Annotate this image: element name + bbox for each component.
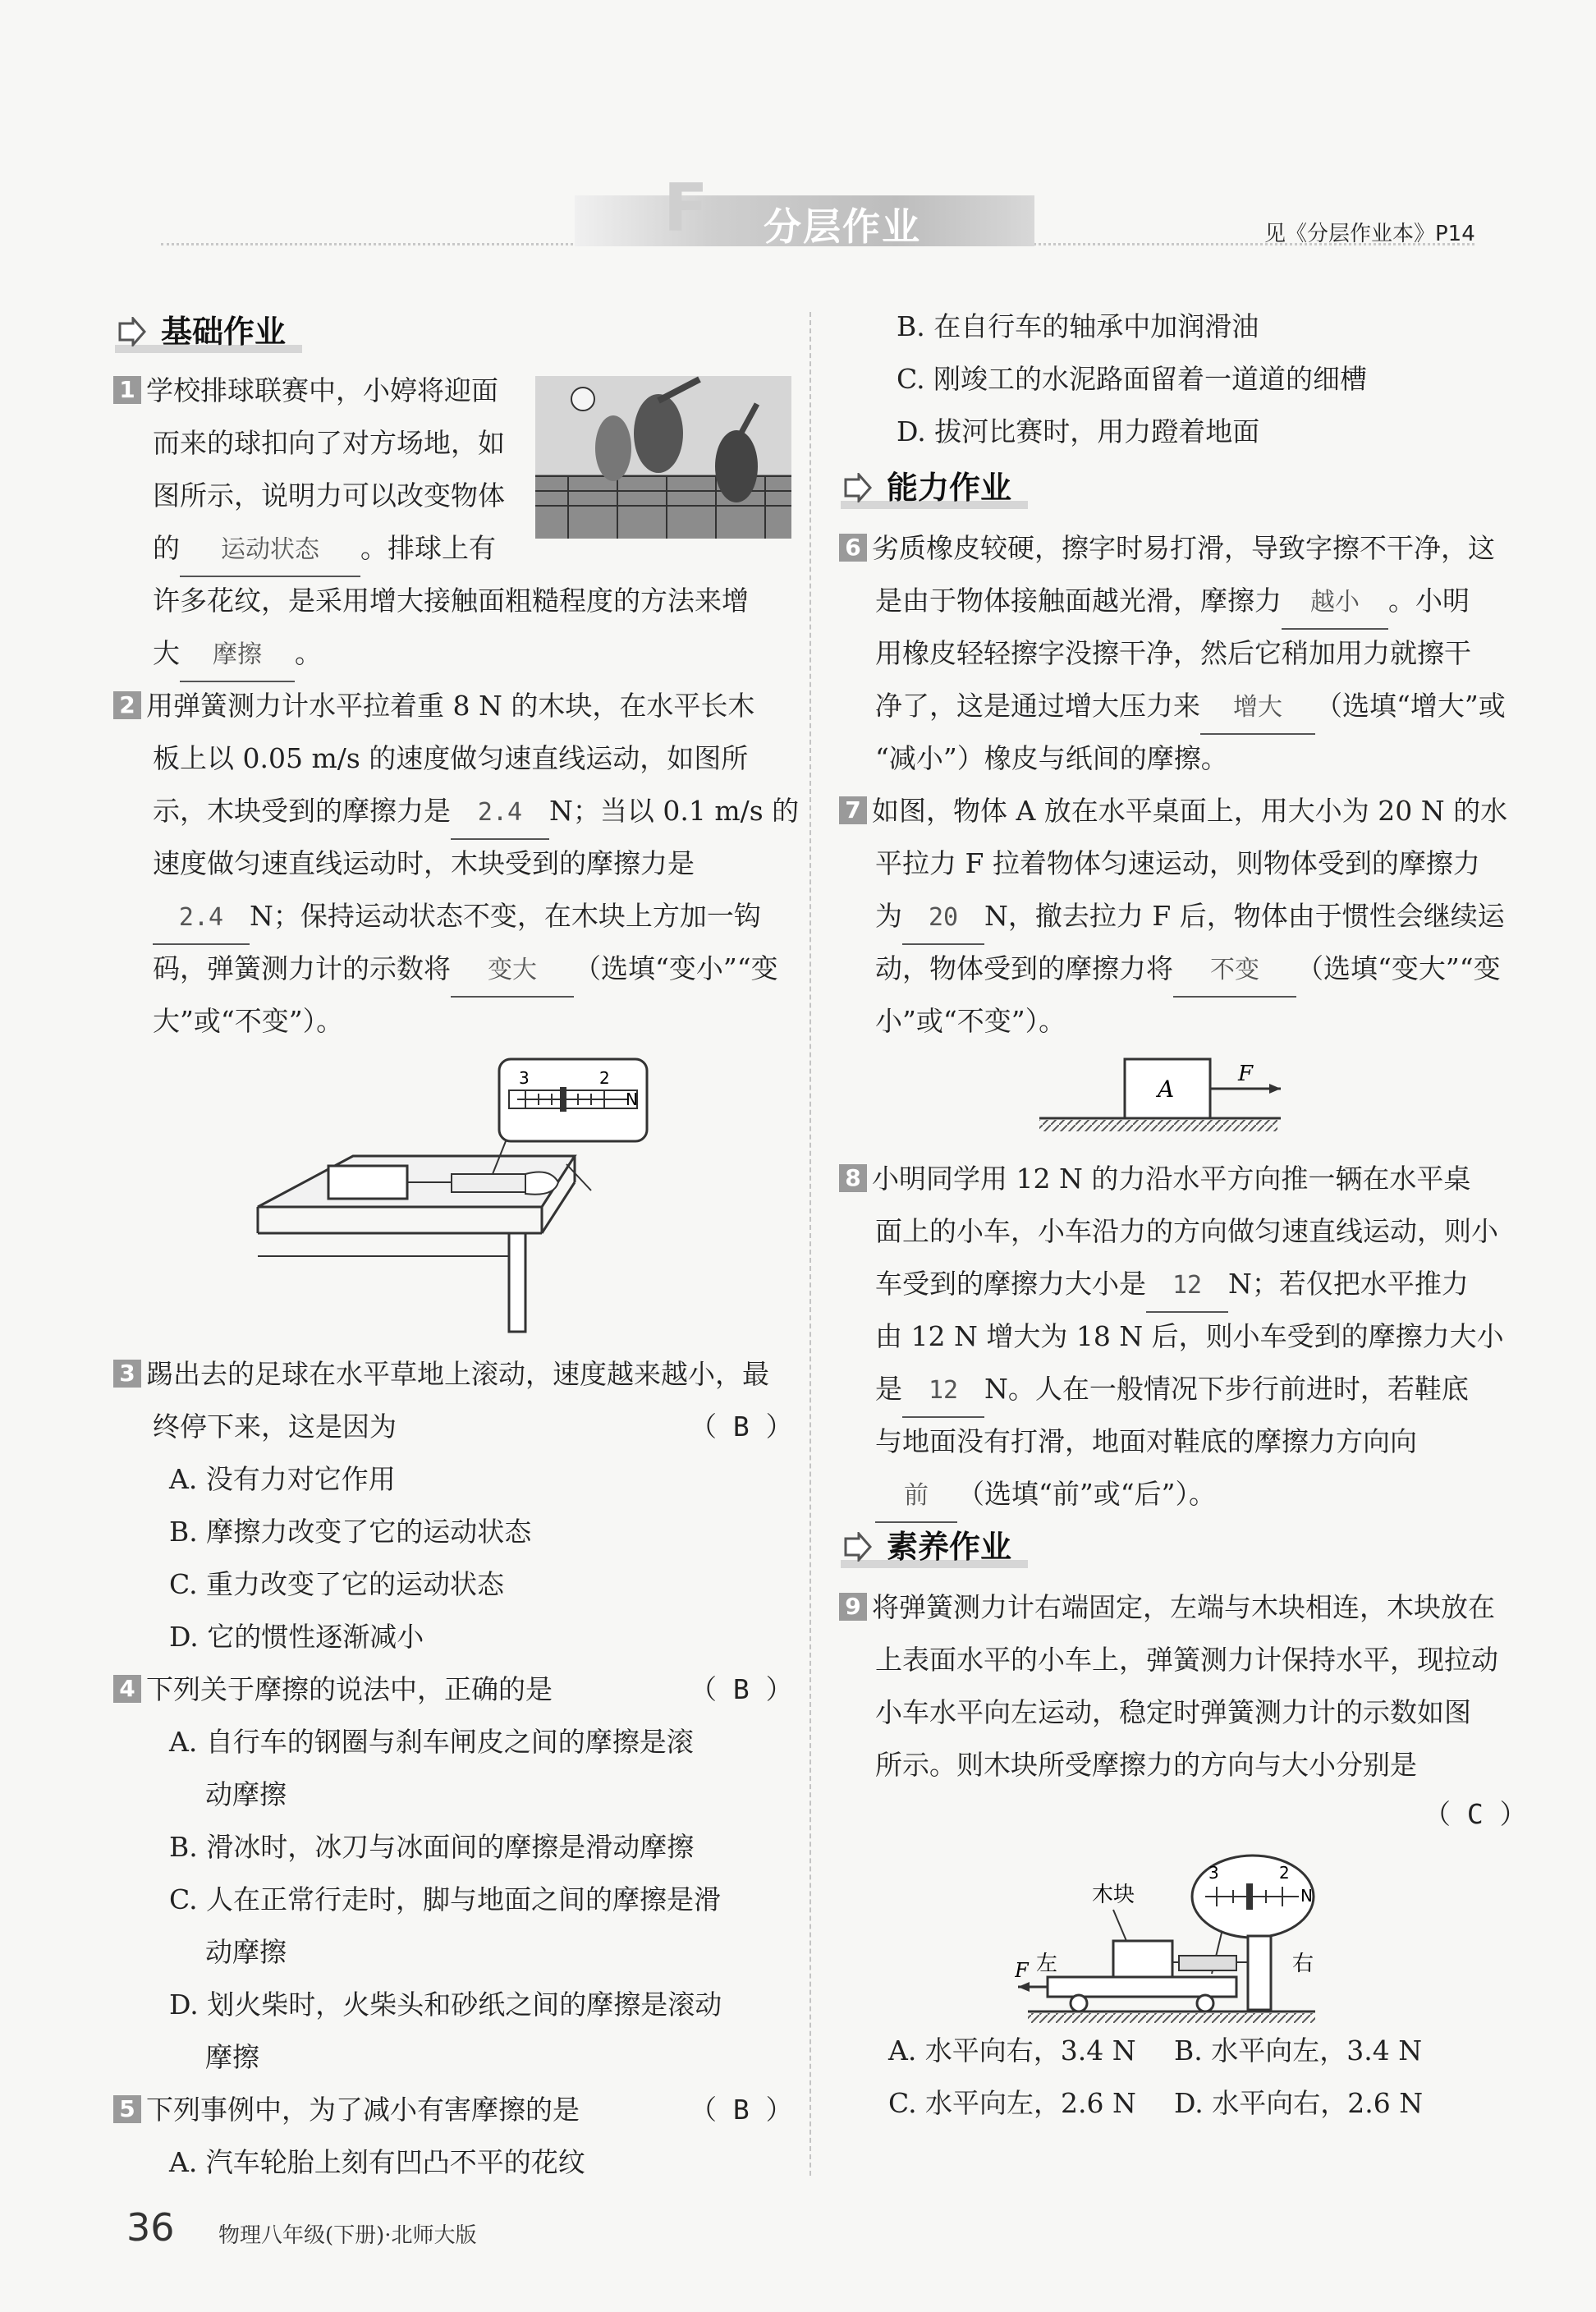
column-divider [809,312,811,2176]
q2-line3: 示，木块受到的摩擦力是 2.4 N；当以 0.1 m/s 的 [153,785,799,840]
answer-blank: 12 [902,1365,984,1418]
question-number: 7 [839,796,867,824]
q4-stem: 4 下列关于摩擦的说法中，正确的是 [113,1663,553,1715]
q3-option-c: C. 重力改变了它的运动状态 [169,1568,505,1600]
q1-line1: 1 学校排球联赛中，小婷将迎面 [113,365,498,416]
section-title-text: 能力作业 [887,470,1012,506]
q7-line1: 7 如图，物体 A 放在水平桌面上，用大小为 20 N 的水 [839,785,1507,837]
answer-blank: 12 [1146,1259,1228,1313]
dial-label-3: 3 [519,1068,530,1088]
q3-line2: 终停下来，这是因为 [153,1411,397,1443]
q3-answer: （ B ） [690,1411,793,1443]
right-label: 右 [1292,1952,1314,1976]
q3-option-d: D. 它的惯性逐渐减小 [169,1621,424,1653]
dial-label-2: 2 [599,1068,610,1088]
q2-line7: 大”或“不变”）。 [153,1005,344,1037]
answer-blank: 前 [875,1470,957,1523]
q1-line4: 的 运动状态 。排球上有 [153,522,496,577]
q7-figure [1034,1051,1281,1141]
q4-line: A. 自行车的钢圈与刹车闸皮之间的摩擦是滚 [169,1726,694,1758]
question-number: 6 [839,534,867,562]
arrow-icon [115,317,148,346]
answer-blank: 2.4 [451,787,549,840]
force-label: F [1015,1959,1029,1982]
q5-stem: 5 下列事例中，为了减小有害摩擦的是 [113,2084,580,2135]
left-label: 左 [1036,1952,1058,1976]
q9-line4: 所示。则木块所受摩擦力的方向与大小分别是 [875,1749,1417,1781]
q9-line2: 上表面水平的小车上，弹簧测力计保持水平，现拉动 [875,1644,1498,1676]
question-number: 3 [113,1360,141,1388]
section-title-text: 素养作业 [887,1529,1012,1565]
q5-option-c: C. 刚竣工的水泥路面留着一道道的细槽 [897,363,1368,395]
question-number: 4 [113,1675,141,1703]
q8-line2: 面上的小车，小车沿力的方向做匀速直线运动，则小 [875,1215,1498,1247]
q5-option-b: B. 在自行车的轴承中加润滑油 [897,310,1259,342]
q2-line2: 板上以 0.05 m/s 的速度做匀速直线运动，如图所 [153,742,749,774]
q3-option-a: A. 没有力对它作用 [169,1463,396,1495]
q7-line3: 为 20 N，撤去拉力 F 后，物体由于惯性会继续运 [875,890,1505,945]
q2-line1: 2 用弹簧测力计水平拉着重 8 N 的木块，在水平长木 [113,680,754,732]
arrow-icon [841,473,874,502]
section-title-basic [115,309,286,355]
q6-line5: “减小”）橡皮与纸间的摩擦。 [875,742,1228,774]
section-title-literacy [841,1524,1011,1570]
q9-option-d: D. 水平向右，2.6 N [1174,2087,1424,2119]
answer-blank: 变大 [451,944,574,998]
q8-line6: 与地面没有打滑，地面对鞋底的摩擦力方向向 [875,1425,1417,1457]
header-banner-title: 分层作业 [764,204,921,249]
q3-line1: 3 踢出去的足球在水平草地上滚动，速度越来越小，最 [113,1348,769,1400]
q1-line2: 而来的球扣向了对方场地，如 [153,427,505,459]
q9-option-c: C. 水平向左，2.6 N [888,2087,1136,2119]
q4-line: C. 人在正常行走时，脚与地面之间的摩擦是滑 [169,1883,722,1915]
answer-blank: 不变 [1173,944,1296,998]
dial-label-2: 2 [1279,1863,1290,1883]
q6-line2: 是由于物体接触面越光滑，摩擦力 越小 。小明 [875,575,1470,630]
header-banner-icon: F [663,170,709,246]
question-number: 1 [113,376,141,404]
block-label: A [1158,1076,1175,1103]
q6-line3: 用橡皮轻轻擦字没擦干净，然后它稍加用力就擦干 [875,637,1471,669]
q8-line3: 车受到的摩擦力大小是 12 N；若仅把水平推力 [875,1258,1469,1313]
header-reference: 见《分层作业本》P14 [1264,222,1475,246]
q9-option-a: A. 水平向右，3.4 N [888,2034,1136,2067]
q1-line3: 图所示，说明力可以改变物体 [153,479,505,511]
volleyball-photo [535,376,791,539]
q2-figure [246,1051,673,1338]
page-number: 36 [126,2205,175,2250]
question-number: 2 [113,691,141,719]
q4-answer: （ B ） [690,1673,793,1705]
book-title: 物理八年级(下册)·北师大版 [218,2223,477,2248]
dial-unit: N [626,1089,638,1109]
question-number: 5 [113,2095,141,2123]
q2-line5: 2.4 N；保持运动状态不变，在木块上方加一钩 [153,890,761,945]
q8-line7: 前 （选填“前”或“后”）。 [875,1468,1216,1523]
answer-blank: 运动状态 [180,524,360,577]
q6-line4: 净了，这是通过增大压力来 增大 （选填“增大”或 [875,680,1506,735]
q8-line5: 是 12 N。人在一般情况下步行前进时，若鞋底 [875,1363,1469,1418]
answer-blank: 越小 [1282,576,1388,630]
q4-line: 动摩擦 [205,1936,287,1968]
section-title-ability [841,465,1011,511]
q5-answer: （ B ） [690,2094,793,2126]
q9-option-b: B. 水平向左，3.4 N [1174,2034,1423,2067]
q9-figure [1015,1851,1343,2031]
q1-line6: 大 摩擦 。 [153,627,322,682]
section-title-text: 基础作业 [161,314,287,350]
q5-option-a: A. 汽车轮胎上刻有凹凸不平的花纹 [169,2146,585,2178]
q6-line1: 6 劣质橡皮较硬，擦字时易打滑，导致字擦不干净，这 [839,522,1495,574]
q3-option-b: B. 摩擦力改变了它的运动状态 [169,1516,532,1548]
q4-line: 摩擦 [205,2041,259,2073]
question-number: 8 [839,1164,867,1192]
answer-blank: 摩擦 [180,629,295,682]
q8-line1: 8 小明同学用 12 N 的力沿水平方向推一辆在水平桌 [839,1153,1470,1204]
q9-answer: （ C ） [1424,1798,1527,1830]
q5-option-d: D. 拔河比赛时，用力蹬着地面 [897,415,1260,447]
question-number: 9 [839,1593,867,1621]
answer-blank: 20 [902,892,984,945]
q7-line2: 平拉力 F 拉着物体匀速运动，则物体受到的摩擦力 [875,847,1480,879]
dial-unit: N [1300,1886,1313,1906]
q4-line: B. 滑冰时，冰刀与冰面间的摩擦是滑动摩擦 [169,1831,695,1863]
arrow-icon [841,1532,874,1562]
q7-line4: 动，物体受到的摩擦力将 不变 （选填“变大”“变 [875,943,1501,998]
q9-line1: 9 将弹簧测力计右端固定，左端与木块相连，木块放在 [839,1581,1495,1633]
answer-blank: 增大 [1200,681,1315,735]
q4-line: D. 划火柴时，火柴头和砂纸之间的摩擦是滚动 [169,1989,722,2021]
q8-line4: 由 12 N 增大为 18 N 后，则小车受到的摩擦力大小 [875,1320,1504,1352]
q2-line4: 速度做匀速直线运动时，木块受到的摩擦力是 [153,847,695,879]
q1-line5: 许多花纹，是采用增大接触面粗糙程度的方法来增 [153,585,749,617]
dial-label-3: 3 [1208,1863,1219,1883]
answer-blank: 2.4 [153,892,250,945]
block-label: 木块 [1092,1883,1135,1907]
q4-line: 动摩擦 [205,1778,287,1810]
q9-line3: 小车水平向左运动，稳定时弹簧测力计的示数如图 [875,1696,1471,1728]
force-label: F [1238,1062,1254,1086]
q2-line6: 码，弹簧测力计的示数将 变大 （选填“变小”“变 [153,943,778,998]
q7-line5: 小”或“不变”）。 [875,1005,1066,1037]
